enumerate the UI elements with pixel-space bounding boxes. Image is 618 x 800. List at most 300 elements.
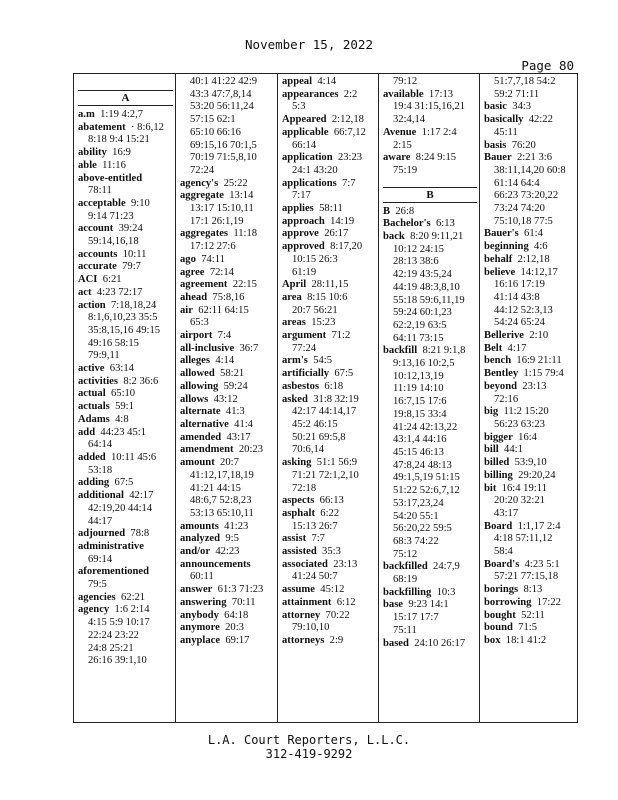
index-references: 65:3 — [190, 317, 209, 329]
index-entry — [383, 101, 481, 114]
index-entry — [180, 495, 279, 508]
index-entry — [180, 444, 279, 457]
index-entry — [484, 127, 583, 140]
index-entry — [484, 89, 583, 102]
index-entry — [282, 292, 380, 305]
index-references: 17:22 — [536, 596, 561, 608]
page-number: Page 80 — [521, 58, 574, 73]
index-references: 41:21 44:15 — [190, 482, 241, 494]
index-entry — [78, 376, 177, 389]
index-entry — [484, 76, 583, 89]
index-entry — [180, 317, 279, 330]
index-entry — [383, 165, 481, 178]
index-entry — [484, 495, 583, 508]
index-entry — [484, 317, 583, 330]
index-term: agency — [78, 604, 110, 616]
index-column-1 — [74, 76, 177, 720]
index-term: basic — [484, 101, 507, 113]
index-entry — [180, 305, 279, 318]
index-references: 48:6,7 52:8,23 — [190, 495, 252, 507]
index-entry — [78, 617, 177, 630]
index-entry — [78, 236, 177, 249]
index-references: 7:17 — [292, 190, 311, 202]
index-references: 66:23 73:20,22 — [494, 190, 559, 202]
index-entry — [484, 635, 583, 648]
index-references: 65:10 — [110, 388, 136, 400]
index-entry — [383, 231, 481, 244]
index-references: 58:11 — [319, 203, 343, 215]
page-date: November 15, 2022 — [245, 37, 373, 52]
index-references: 32:4,14 — [393, 114, 426, 126]
index-term: Bauer's — [484, 228, 519, 240]
index-entry — [282, 178, 380, 191]
index-term: behalf — [484, 253, 513, 265]
index-references: 44:19 48:3,8,10 — [393, 281, 460, 293]
index-references: 4:14 — [215, 355, 235, 367]
index-references: 8:18 9:4 15:21 — [88, 134, 150, 146]
index-term: aggregates — [180, 228, 229, 240]
index-entry — [78, 490, 177, 503]
index-references: 73:24 74:20 — [494, 203, 545, 215]
index-entry — [484, 521, 583, 534]
index-references: 6:12 — [336, 596, 356, 608]
index-references: 15:23 — [311, 317, 336, 329]
index-term: ago — [180, 253, 196, 265]
index-entry — [383, 269, 481, 282]
index-references: 17:12 27:6 — [190, 241, 236, 253]
index-entry — [180, 343, 279, 356]
index-entry — [383, 89, 481, 102]
index-entry — [484, 152, 583, 165]
index-entry — [78, 122, 177, 135]
index-entry — [282, 419, 380, 432]
index-references: 17:13 — [428, 88, 454, 100]
index-references: 60:11 — [190, 571, 214, 583]
index-entry — [180, 279, 279, 292]
index-entry — [383, 460, 481, 473]
index-entry — [180, 508, 279, 521]
index-entry — [180, 419, 279, 432]
index-references: 14:19 — [330, 215, 355, 227]
index-references: 29:20,24 — [518, 469, 556, 481]
index-references: 35:3 — [322, 546, 341, 558]
index-entry — [484, 610, 583, 623]
index-term: attainment — [282, 596, 332, 608]
index-term: approved — [282, 241, 325, 253]
index-references: 70:19 71:5,8,10 — [190, 152, 257, 164]
index-entry — [78, 427, 177, 440]
index-entry — [383, 561, 481, 574]
index-entry — [78, 401, 177, 414]
index-entry — [78, 528, 177, 541]
index-term: Board's — [484, 558, 520, 570]
index-references: 41:14 43:8 — [494, 291, 540, 303]
index-references: 59:2 71:11 — [494, 88, 540, 100]
index-references: 7:18,18,24 — [110, 299, 157, 311]
index-references: 75:11 — [393, 624, 417, 636]
index-references: 9:13,16 10:2,5 — [393, 358, 455, 370]
index-entry — [180, 521, 279, 534]
index-entry — [484, 381, 583, 394]
index-references: 15:13 26:7 — [292, 520, 338, 532]
index-term: announcements — [180, 558, 251, 570]
index-term: Bauer — [484, 152, 512, 164]
index-term: applications — [282, 177, 337, 189]
index-references: 35:8,15,16 49:15 — [88, 324, 161, 336]
index-term: big — [484, 406, 499, 418]
index-references: 10:12 24:15 — [393, 243, 444, 255]
index-references: 45:12 — [320, 584, 345, 596]
index-entry — [282, 101, 380, 114]
index-entry — [282, 165, 380, 178]
index-entry — [383, 612, 481, 625]
index-references: 43:17 — [226, 431, 251, 443]
index-entry — [282, 622, 380, 635]
index-entry — [180, 406, 279, 419]
index-references: 61:19 — [292, 266, 317, 278]
index-entry — [282, 432, 380, 445]
index-references: 69:17 — [225, 634, 250, 646]
index-term: Belt — [484, 342, 503, 354]
index-term: agency's — [180, 177, 219, 189]
index-references: 20:7 56:21 — [292, 304, 338, 316]
index-term: box — [484, 634, 501, 646]
index-entry — [383, 599, 481, 612]
index-references: 23:23 — [337, 152, 363, 164]
index-references: 59:24 60:1,23 — [393, 307, 452, 319]
index-entry — [282, 508, 380, 521]
index-entry — [383, 320, 481, 333]
index-entry — [383, 485, 481, 498]
index-references: 4:14 — [317, 76, 337, 87]
index-references: 2:10 — [529, 330, 549, 342]
index-term: assist — [282, 533, 307, 545]
index-references: 43:17 — [494, 507, 519, 519]
index-references: 2:2 — [343, 88, 358, 100]
index-entry — [180, 394, 279, 407]
index-references: 10:15 26:3 — [292, 253, 338, 265]
index-references: 43:12 — [213, 393, 238, 405]
index-references: 16:9 — [112, 147, 131, 159]
index-references: 25:22 — [223, 177, 248, 189]
index-references: 9:10 — [130, 197, 150, 209]
index-references: 41:4 — [234, 418, 253, 430]
index-entry — [78, 185, 177, 198]
index-entry — [484, 178, 583, 191]
index-references: 6:21 — [102, 274, 122, 286]
index-term: allows — [180, 393, 209, 405]
index-entry — [78, 350, 177, 363]
index-term: actuals — [78, 401, 110, 413]
index-references: 18:1 41:2 — [505, 634, 547, 646]
index-entry — [282, 203, 380, 216]
index-references: 53:9,10 — [514, 457, 547, 469]
index-references: 4:8 — [115, 413, 129, 425]
index-entry — [282, 76, 380, 89]
index-references: 72:18 — [292, 482, 317, 494]
index-references: 34:3 — [512, 101, 532, 113]
index-references: 1:1,17 2:4 — [517, 520, 561, 532]
index-term: amendment — [180, 444, 234, 456]
index-references: 50:21 69:5,8 — [292, 431, 346, 443]
index-entry — [180, 457, 279, 470]
index-entry — [78, 604, 177, 617]
index-term: acceptable — [78, 197, 126, 209]
index-entry — [180, 203, 279, 216]
index-references: 16:7,15 17:6 — [393, 396, 447, 408]
index-references: 49:1,5,19 51:15 — [393, 472, 460, 484]
index-references: 66:14 — [292, 139, 317, 151]
index-entry — [383, 371, 481, 384]
index-references: 69:14 — [88, 553, 113, 565]
index-entry — [484, 546, 583, 559]
index-references: 42:19,20 44:14 — [88, 502, 153, 514]
index-references: 57:15 62:1 — [190, 114, 236, 126]
index-entry — [78, 452, 177, 465]
index-term: base — [383, 599, 404, 611]
index-term: analyzed — [180, 533, 221, 545]
index-references: 43:1,4 44:16 — [393, 434, 447, 446]
index-entry — [78, 566, 177, 579]
index-references: 8:15 10:6 — [307, 291, 348, 303]
index-term: accounts — [78, 248, 118, 260]
index-references: 26:8 — [395, 205, 415, 217]
index-references: 9:14 71:23 — [88, 210, 134, 222]
index-references: 31:8 32:19 — [313, 393, 359, 405]
index-entry — [484, 190, 583, 203]
index-entry — [484, 368, 583, 381]
index-entry — [484, 254, 583, 267]
index-entry — [282, 216, 380, 229]
index-entry — [180, 101, 279, 114]
index-term: action — [78, 299, 106, 311]
index-references: 70:11 — [231, 596, 256, 608]
index-references: 4:17 — [507, 342, 527, 354]
index-references: 11:19 14:10 — [393, 383, 444, 395]
index-entry — [484, 622, 583, 635]
footer-company: L.A. Court Reporters, L.L.C. — [207, 733, 411, 747]
index-references: 56:20,22 59:5 — [393, 523, 452, 535]
index-term: believe — [484, 266, 516, 278]
index-entry — [282, 330, 380, 343]
index-entry — [383, 536, 481, 549]
index-entry — [383, 549, 481, 562]
index-references: 78:8 — [130, 528, 150, 540]
index-entry — [78, 198, 177, 211]
index-references: 66:13 — [319, 495, 344, 507]
index-entry — [484, 394, 583, 407]
index-references: 64:14 — [88, 439, 113, 451]
index-references: 6:13 — [435, 218, 455, 230]
index-entry — [383, 625, 481, 638]
index-entry — [180, 381, 279, 394]
index-references: 4:15 5:9 10:17 — [88, 617, 150, 629]
index-entry — [383, 76, 481, 89]
index-term: bit — [484, 482, 497, 494]
index-entry — [180, 190, 279, 203]
index-entry — [78, 211, 177, 224]
index-entry — [383, 409, 481, 422]
index-term: borings — [484, 584, 519, 596]
index-references: 20:20 32:21 — [494, 495, 545, 507]
index-entry — [180, 140, 279, 153]
index-references: 41:3 — [225, 406, 245, 418]
index-references: 62:21 — [120, 591, 146, 603]
index-entry — [484, 432, 583, 445]
index-entry — [78, 414, 177, 427]
index-entry — [180, 355, 279, 368]
index-term: application — [282, 152, 333, 164]
index-references: 1:6 2:14 — [114, 604, 150, 616]
index-entry — [484, 457, 583, 470]
index-references: 58:4 — [494, 546, 513, 558]
index-term: alternate — [180, 406, 221, 418]
index-entry — [484, 203, 583, 216]
index-references: 68:3 74:22 — [393, 535, 439, 547]
index-references: 17:1 26:1,19 — [190, 215, 244, 227]
index-references: 61:3 71:23 — [217, 584, 264, 596]
index-references: 8:13 — [523, 584, 543, 596]
index-entry — [78, 300, 177, 313]
index-entry — [282, 546, 380, 559]
index-entry — [282, 533, 380, 546]
index-entry — [180, 546, 279, 559]
index-entry — [78, 439, 177, 452]
index-entry — [282, 597, 380, 610]
index-term: areas — [282, 317, 306, 329]
index-references: 22:24 23:22 — [88, 629, 139, 641]
index-references: 70:22 — [325, 609, 350, 621]
index-term: account — [78, 223, 114, 235]
index-references: 2:15 — [393, 139, 412, 151]
index-references: 42:17 — [129, 490, 154, 502]
index-term: act — [78, 286, 92, 298]
index-references: 54:20 55:1 — [393, 510, 439, 522]
index-references: 1:17 2:4 — [421, 126, 457, 138]
index-entry — [383, 206, 481, 219]
index-term: basis — [484, 139, 507, 151]
index-term: Adams — [78, 413, 110, 425]
index-term: asphalt — [282, 507, 315, 519]
index-references: 13:17 15:10,11 — [190, 203, 254, 215]
index-references: 79:10,10 — [292, 622, 330, 634]
index-entry — [180, 483, 279, 496]
index-references: 10:11 — [122, 248, 147, 260]
index-entry — [484, 140, 583, 153]
index-entry — [282, 381, 380, 394]
section-letter-heading: A — [78, 90, 173, 106]
index-references: 23:13 — [333, 558, 358, 570]
index-references: 36:7 — [239, 342, 259, 354]
index-entry — [180, 584, 279, 597]
index-references: 7:7 — [342, 177, 356, 189]
index-entry — [282, 190, 380, 203]
index-term: bound — [484, 622, 513, 634]
index-entry — [484, 101, 583, 114]
index-references: 8:21 9:1,8 — [422, 345, 466, 357]
index-term: administrative — [78, 540, 144, 552]
index-references: 1:19 4:2,7 — [100, 109, 144, 120]
index-entry — [282, 444, 380, 457]
index-references: 22:15 — [232, 279, 257, 291]
index-term: Avenue — [383, 126, 417, 138]
index-entry — [282, 267, 380, 280]
index-references: 54:24 65:24 — [494, 317, 545, 329]
index-term: bill — [484, 444, 499, 456]
section-letter-heading: B — [383, 187, 477, 203]
index-entry — [383, 282, 481, 295]
index-entry — [383, 244, 481, 257]
index-term: above-entitled — [78, 172, 143, 184]
index-references: 68:19 — [393, 574, 418, 586]
index-references: 75:8,16 — [212, 291, 245, 303]
index-entry — [180, 267, 279, 280]
index-references: 26:16 39:1,10 — [88, 655, 147, 667]
index-references: 44:17 — [88, 515, 113, 527]
index-references: 51:22 52:6,7,12 — [393, 485, 460, 497]
index-entry — [383, 472, 481, 485]
index-entry — [180, 89, 279, 102]
index-entry — [78, 363, 177, 376]
index-entry — [78, 147, 177, 160]
index-references: 75:10,18 77:5 — [494, 215, 553, 227]
index-entry — [383, 152, 481, 165]
index-references: 41:24 42:13,22 — [393, 421, 458, 433]
index-entry — [383, 333, 481, 346]
index-term: bigger — [484, 431, 513, 443]
index-term: asking — [282, 457, 312, 469]
index-entry — [282, 571, 380, 584]
index-references: 24:7,9 — [433, 561, 460, 573]
index-entry — [78, 503, 177, 516]
index-entry — [78, 134, 177, 147]
index-references: 74:11 — [201, 253, 225, 265]
index-term: actual — [78, 388, 106, 400]
index-entry — [180, 292, 279, 305]
index-entry — [78, 465, 177, 478]
index-entry — [383, 256, 481, 269]
index-references: 41:24 50:7 — [292, 571, 338, 583]
index-entry — [383, 345, 481, 358]
index-entry — [78, 261, 177, 274]
index-entry — [484, 165, 583, 178]
index-entry — [484, 571, 583, 584]
index-references: 52:11 — [521, 609, 545, 621]
index-term: aware — [383, 152, 411, 164]
index-entry — [282, 584, 380, 597]
index-term: appeal — [282, 76, 313, 87]
index-entry — [383, 523, 481, 536]
index-references: 67:5 — [334, 368, 354, 380]
index-term: assume — [282, 584, 315, 596]
index-entry — [78, 109, 177, 122]
index-references: 6:22 — [320, 507, 340, 519]
index-references: 8:2 36:6 — [123, 375, 159, 387]
index-entry — [78, 274, 177, 287]
index-entry — [180, 559, 279, 572]
index-references: 44:1 — [504, 444, 523, 456]
index-references: 79:7 — [122, 261, 141, 273]
index-entry — [484, 508, 583, 521]
index-references: 40:1 41:22 42:9 — [190, 76, 258, 87]
index-entry — [282, 559, 380, 572]
index-entry — [282, 254, 380, 267]
index-references: 41:23 — [224, 520, 249, 532]
index-entry — [282, 483, 380, 496]
index-term: agree — [180, 266, 205, 278]
index-entry — [180, 165, 279, 178]
index-entry — [484, 343, 583, 356]
